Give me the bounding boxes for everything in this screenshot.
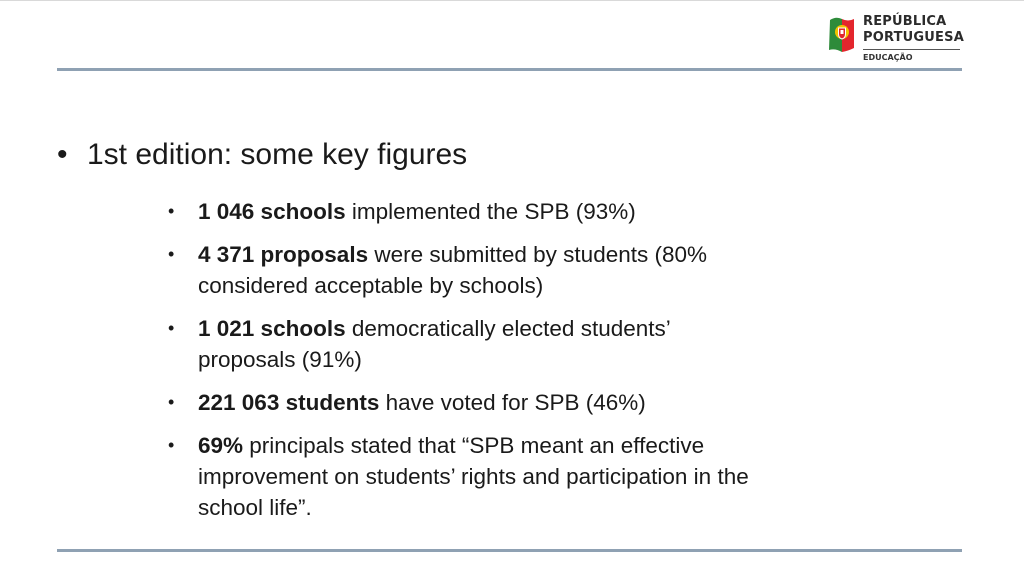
slide-heading xyxy=(57,137,467,173)
bullet-icon: • xyxy=(57,138,68,171)
figure-description: were submitted by students (80% considered acceptable by schools) xyxy=(198,242,708,298)
bottom-divider xyxy=(57,549,962,552)
top-divider xyxy=(57,68,962,71)
bullet-icon: • xyxy=(168,435,175,455)
top-border xyxy=(0,0,1024,1)
list-item xyxy=(168,239,758,301)
figure-highlight: 69% xyxy=(198,433,244,458)
list-item xyxy=(168,196,758,227)
logo-text-portuguesa: PORTUGUESA xyxy=(863,30,964,45)
figure-highlight: 221 063 students xyxy=(198,390,380,415)
logo-divider xyxy=(863,49,960,50)
republica-portuguesa-logo xyxy=(826,12,966,68)
bullet-icon: • xyxy=(168,244,175,264)
logo-text-republica: REPÚBLICA xyxy=(863,14,947,29)
slide-heading-text: 1st edition: some key figures xyxy=(87,138,468,171)
figure-description: principals stated that “SPB meant an effective improvement on students’ rights and participation in the school life”. xyxy=(198,433,749,520)
bullet-icon: • xyxy=(168,201,175,221)
list-item xyxy=(168,387,758,418)
figure-description: democratically elected students’ proposals (91%) xyxy=(198,316,670,372)
figure-description: implemented the SPB (93%) xyxy=(345,199,636,224)
figure-description: have voted for SPB (46%) xyxy=(379,390,646,415)
bullet-icon: • xyxy=(168,318,175,338)
list-item xyxy=(168,313,758,375)
figure-highlight: 1 021 schools xyxy=(198,316,346,341)
bullet-icon: • xyxy=(168,392,175,412)
key-figures-list xyxy=(168,196,758,535)
figure-highlight: 1 046 schools xyxy=(198,199,346,224)
figure-highlight: 4 371 proposals xyxy=(198,242,369,267)
list-item xyxy=(168,430,758,523)
logo-text-educacao: EDUCAÇÃO xyxy=(863,53,913,62)
portuguese-flag-emblem-icon xyxy=(826,14,856,54)
